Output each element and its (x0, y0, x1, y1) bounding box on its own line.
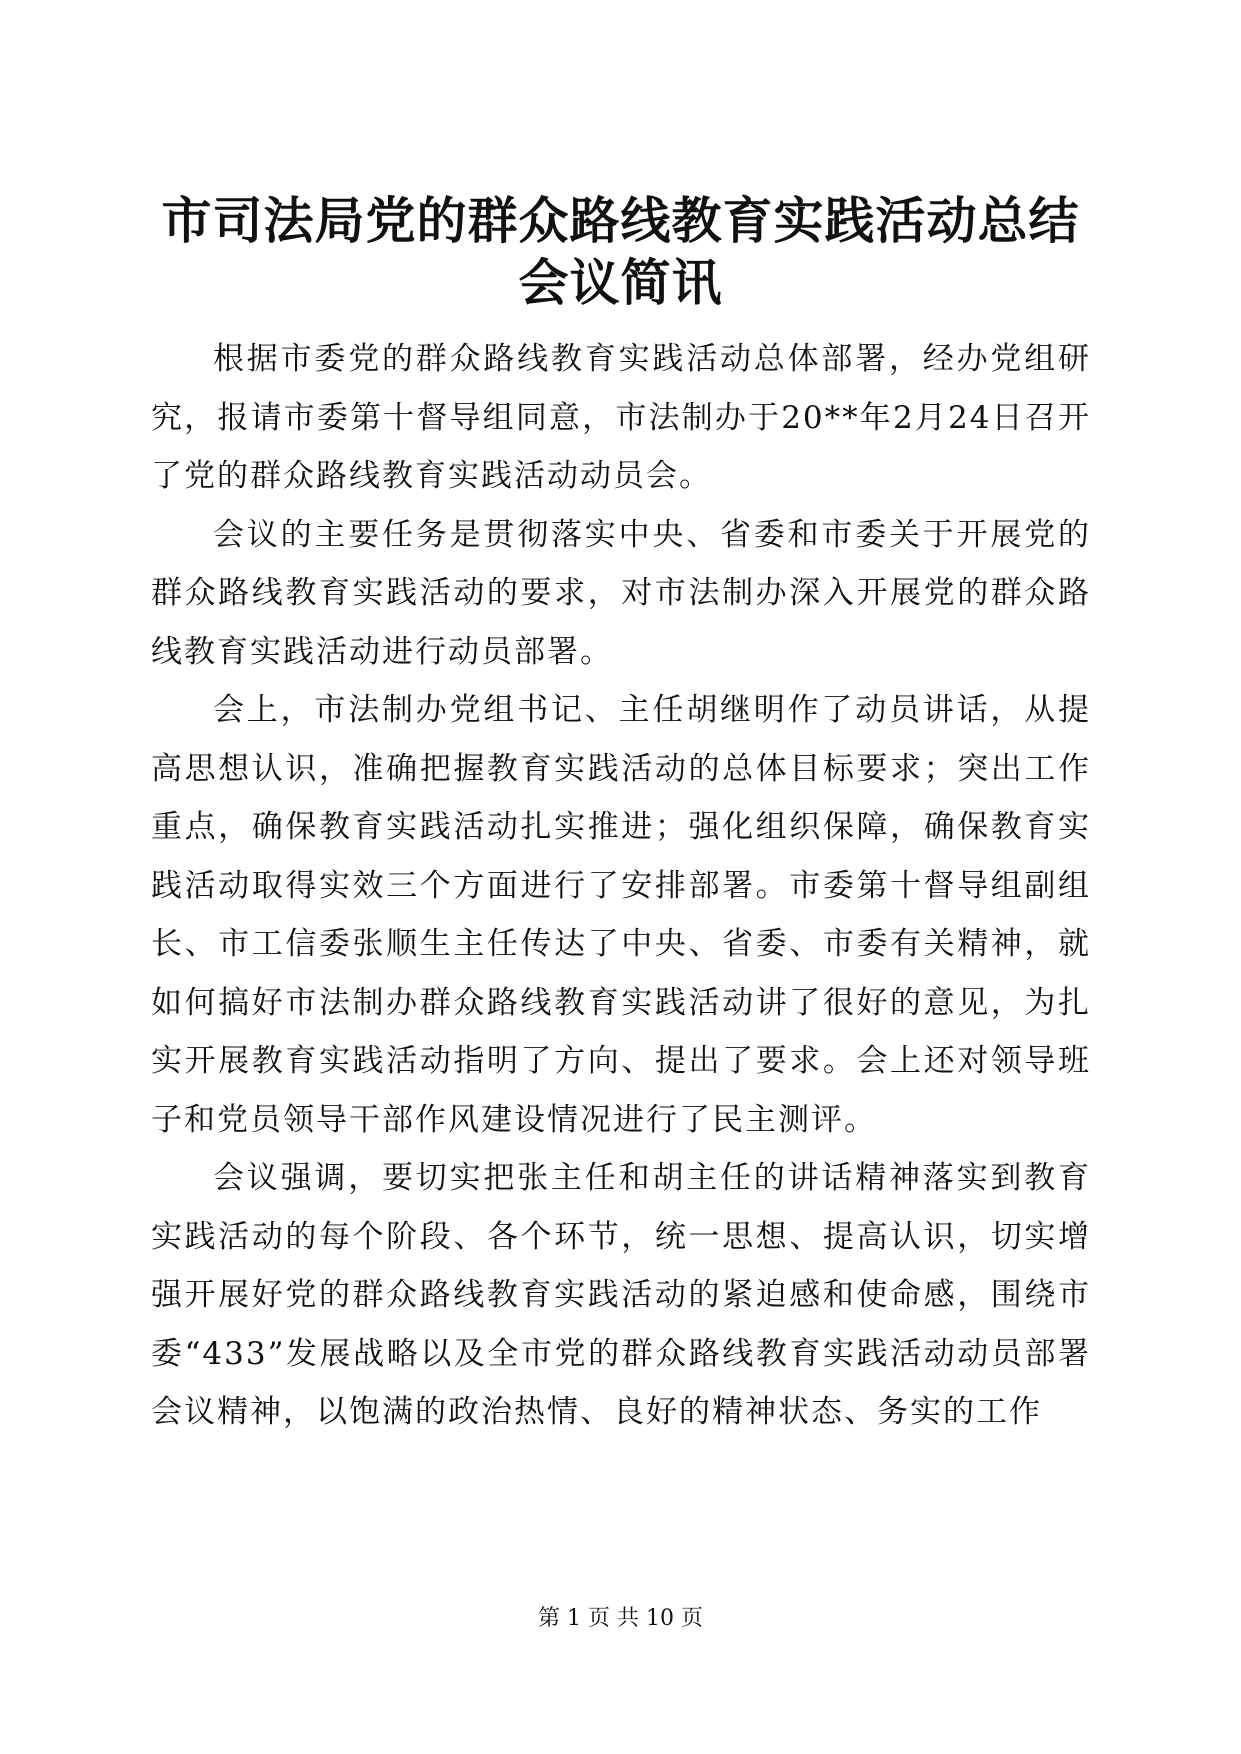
document-title: 市司法局党的群众路线教育实践活动总结会议简讯 (161, 191, 1080, 312)
paragraph-2: 会议的主要任务是贯彻落实中央、省委和市委关于开展党的群众路线教育实践活动的要求，对市法制办深入开展党的群众路线教育实践活动进行动员部署。 (151, 516, 1091, 670)
document-body (151, 330, 1091, 1442)
paragraph-4: 会议强调，要切实把张主任和胡主任的讲话精神落实到教育实践活动的每个阶段、各个环节，统一思想、提高认识，切实增强开展好党的群众路线教育实践活动的紧迫感和使命感，围绕市委“433”发展战略以及全市党的群众路线教育实践活动动员部署会议精神，以饱满的政治热情、良好的精神状态、务实的工作 (151, 1160, 1091, 1430)
page-number-label: 第 1 页 共 10 页 (538, 1606, 703, 1631)
paragraph-1: 根据市委党的群众路线教育实践活动总体部署，经办党组研究，报请市委第十督导组同意，市法制办于20**年2月24日召开了党的群众路线教育实践活动动员会。 (151, 341, 1091, 494)
page-footer (0, 1604, 1241, 1634)
paragraph-3: 会上，市法制办党组书记、主任胡继明作了动员讲话，从提高思想认识，准确把握教育实践活动的总体目标要求；突出工作重点，确保教育实践活动扎实推进；强化组织保障，确保教育实践活动取得实效三个方面进行了安排部署。市委第十督导组副组长、市工信委张顺生主任传达了中央、省委、市委有关精神，就如何搞好市法制办群众路线教育实践活动讲了很好的意见，为扎实开展教育实践活动指明了方向、提出了要求。会上还对领导班子和党员领导干部作风建设情况进行了民主测评。 (151, 692, 1091, 1138)
